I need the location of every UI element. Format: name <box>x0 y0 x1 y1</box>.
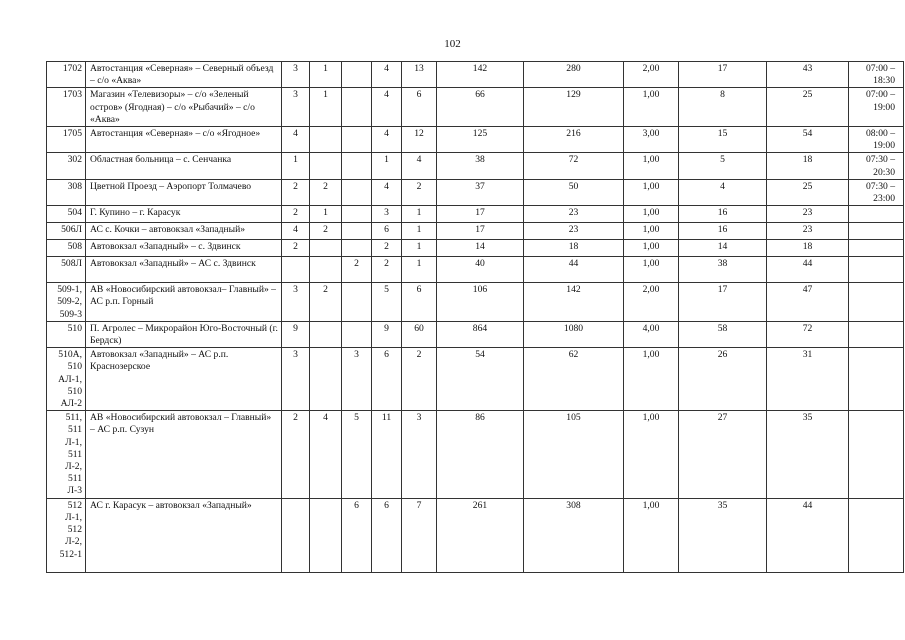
table-row <box>47 240 904 257</box>
table-cell: 27 <box>679 411 767 498</box>
table-cell: 43 <box>767 62 849 88</box>
table-cell: 125 <box>437 127 524 153</box>
table-cell: 72 <box>767 321 849 347</box>
schedule-time-cell <box>849 321 904 347</box>
table-cell: 50 <box>524 179 624 205</box>
table-cell: 5 <box>372 283 402 322</box>
table-cell: 2 <box>282 240 310 257</box>
table-cell: 6 <box>342 498 372 572</box>
table-cell: 13 <box>402 62 437 88</box>
table-cell: 3 <box>402 411 437 498</box>
table-cell: 7 <box>402 498 437 572</box>
table-cell: 35 <box>767 411 849 498</box>
table-cell: 1080 <box>524 321 624 347</box>
table-cell <box>342 179 372 205</box>
table-cell: 4 <box>679 179 767 205</box>
route-number-cell: 508 <box>47 240 86 257</box>
table-cell: 4 <box>282 127 310 153</box>
route-name-cell: Автовокзал «Западный» – АС р.п. Краснозерское <box>86 348 282 411</box>
route-number-cell: 510А, 510 АЛ-1, 510 АЛ-2 <box>47 348 86 411</box>
table-row <box>47 411 904 498</box>
table-cell: 23 <box>524 206 624 223</box>
table-cell: 37 <box>437 179 524 205</box>
table-cell: 2 <box>310 223 342 240</box>
table-cell: 4 <box>372 62 402 88</box>
table-cell: 2 <box>282 179 310 205</box>
route-name-cell: Автостанция «Северная» – с/о «Ягодное» <box>86 127 282 153</box>
table-cell: 16 <box>679 206 767 223</box>
table-cell: 62 <box>524 348 624 411</box>
route-name-cell: Цветной Проезд – Аэропорт Толмачево <box>86 179 282 205</box>
table-cell: 2,00 <box>624 62 679 88</box>
table-cell: 1,00 <box>624 240 679 257</box>
table-cell: 1 <box>310 88 342 127</box>
table-row <box>47 88 904 127</box>
table-cell: 54 <box>437 348 524 411</box>
table-cell: 1,00 <box>624 179 679 205</box>
table-cell: 23 <box>524 223 624 240</box>
table-cell: 66 <box>437 88 524 127</box>
table-cell: 1 <box>402 206 437 223</box>
table-row <box>47 127 904 153</box>
table-cell: 72 <box>524 153 624 179</box>
table-cell: 26 <box>679 348 767 411</box>
table-cell: 8 <box>679 88 767 127</box>
table-cell: 2 <box>402 348 437 411</box>
table-cell: 14 <box>679 240 767 257</box>
table-cell: 2 <box>402 179 437 205</box>
table-row <box>47 62 904 88</box>
route-number-cell: 308 <box>47 179 86 205</box>
table-cell: 15 <box>679 127 767 153</box>
schedule-time-cell: 07:30 – 20:30 <box>849 153 904 179</box>
page-number: 102 <box>444 38 461 50</box>
schedule-time-cell <box>849 223 904 240</box>
table-cell: 9 <box>282 321 310 347</box>
table-cell: 1 <box>310 206 342 223</box>
table-cell: 18 <box>524 240 624 257</box>
schedule-time-cell <box>849 206 904 223</box>
table-cell: 106 <box>437 283 524 322</box>
table-cell: 2 <box>342 257 372 283</box>
route-name-cell: Областная больница – с. Сенчанка <box>86 153 282 179</box>
table-row <box>47 257 904 283</box>
table-cell: 4 <box>372 88 402 127</box>
table-cell: 38 <box>437 153 524 179</box>
table-row <box>47 223 904 240</box>
schedule-time-cell: 07:30 – 23:00 <box>849 179 904 205</box>
table-cell: 9 <box>372 321 402 347</box>
table-cell: 4 <box>372 179 402 205</box>
route-name-cell: АВ «Новосибирский автовокзал– Главный» – АС р.п. Горный <box>86 283 282 322</box>
table-cell: 864 <box>437 321 524 347</box>
table-cell <box>342 127 372 153</box>
table-cell: 105 <box>524 411 624 498</box>
table-row <box>47 283 904 322</box>
route-name-cell: АС г. Карасук – автовокзал «Западный» <box>86 498 282 572</box>
table-cell: 1,00 <box>624 223 679 240</box>
table-cell <box>310 498 342 572</box>
table-cell <box>310 153 342 179</box>
table-cell <box>342 62 372 88</box>
table-cell: 3 <box>372 206 402 223</box>
route-number-cell: 1702 <box>47 62 86 88</box>
route-name-cell: П. Агролес – Микрорайон Юго-Восточный (г. Бердск) <box>86 321 282 347</box>
table-cell <box>310 321 342 347</box>
table-cell: 3 <box>282 88 310 127</box>
route-number-cell: 506Л <box>47 223 86 240</box>
schedule-time-cell <box>849 348 904 411</box>
table-cell: 35 <box>679 498 767 572</box>
table-cell: 17 <box>437 223 524 240</box>
route-number-cell: 302 <box>47 153 86 179</box>
table-cell: 23 <box>767 223 849 240</box>
route-number-cell: 511, 511 Л-1, 511 Л-2, 511 Л-3 <box>47 411 86 498</box>
table-cell: 129 <box>524 88 624 127</box>
table-cell: 54 <box>767 127 849 153</box>
route-number-cell: 508Л <box>47 257 86 283</box>
table-cell: 17 <box>679 283 767 322</box>
table-cell: 16 <box>679 223 767 240</box>
table-cell: 1 <box>402 257 437 283</box>
table-cell: 1 <box>372 153 402 179</box>
table-cell: 2 <box>310 179 342 205</box>
table-body <box>47 62 904 573</box>
table-cell: 58 <box>679 321 767 347</box>
table-cell: 11 <box>372 411 402 498</box>
table-cell: 142 <box>437 62 524 88</box>
table-cell: 4 <box>402 153 437 179</box>
table-cell: 3 <box>282 348 310 411</box>
table-cell <box>342 88 372 127</box>
route-name-cell: АС с. Кочки – автовокзал «Западный» <box>86 223 282 240</box>
table-cell <box>342 321 372 347</box>
table-cell <box>342 153 372 179</box>
table-cell: 44 <box>767 257 849 283</box>
table-cell: 2,00 <box>624 283 679 322</box>
route-number-cell: 1705 <box>47 127 86 153</box>
route-number-cell: 510 <box>47 321 86 347</box>
table-cell: 3 <box>342 348 372 411</box>
table-cell: 1,00 <box>624 88 679 127</box>
table-cell: 142 <box>524 283 624 322</box>
table-cell: 3 <box>282 283 310 322</box>
table-cell: 18 <box>767 240 849 257</box>
table-cell: 38 <box>679 257 767 283</box>
table-cell: 2 <box>372 257 402 283</box>
table-cell: 2 <box>310 283 342 322</box>
table-cell: 1 <box>310 62 342 88</box>
table-cell: 60 <box>402 321 437 347</box>
table-cell: 23 <box>767 206 849 223</box>
table-cell: 1,00 <box>624 348 679 411</box>
route-name-cell: Автовокзал «Западный» – АС с. Здвинск <box>86 257 282 283</box>
table-cell: 4 <box>282 223 310 240</box>
table-cell <box>310 257 342 283</box>
table-cell <box>282 257 310 283</box>
table-cell: 5 <box>679 153 767 179</box>
schedule-time-cell <box>849 411 904 498</box>
schedule-time-cell: 07:00 – 18:30 <box>849 62 904 88</box>
table-cell <box>310 240 342 257</box>
table-cell: 47 <box>767 283 849 322</box>
table-row <box>47 498 904 572</box>
table-cell: 6 <box>372 498 402 572</box>
table-row <box>47 348 904 411</box>
table-cell: 18 <box>767 153 849 179</box>
route-name-cell: АВ «Новосибирский автовокзал – Главный» – АС р.п. Сузун <box>86 411 282 498</box>
route-number-cell: 504 <box>47 206 86 223</box>
table-cell: 216 <box>524 127 624 153</box>
table-cell: 5 <box>342 411 372 498</box>
schedule-time-cell <box>849 257 904 283</box>
schedule-time-cell <box>849 283 904 322</box>
table-cell: 6 <box>372 348 402 411</box>
table-cell: 6 <box>372 223 402 240</box>
route-name-cell: Автостанция «Северная» – Северный объезд – с/о «Аква» <box>86 62 282 88</box>
table-cell: 17 <box>679 62 767 88</box>
schedule-time-cell <box>849 498 904 572</box>
route-name-cell: Г. Купино – г. Карасук <box>86 206 282 223</box>
table-cell: 4,00 <box>624 321 679 347</box>
table-row <box>47 153 904 179</box>
table-cell: 14 <box>437 240 524 257</box>
table-cell <box>282 498 310 572</box>
route-number-cell: 509-1, 509-2, 509-3 <box>47 283 86 322</box>
table-cell <box>310 127 342 153</box>
table-cell: 17 <box>437 206 524 223</box>
table-cell: 6 <box>402 88 437 127</box>
table-row <box>47 321 904 347</box>
table-cell: 1 <box>402 240 437 257</box>
table-cell: 25 <box>767 179 849 205</box>
table-cell: 2 <box>282 206 310 223</box>
route-name-cell: Автовокзал «Западный» – с. Здвинск <box>86 240 282 257</box>
table-cell: 31 <box>767 348 849 411</box>
table-cell: 2 <box>282 411 310 498</box>
table-cell: 1,00 <box>624 206 679 223</box>
table-cell: 44 <box>524 257 624 283</box>
table-cell <box>342 240 372 257</box>
route-schedule-table <box>46 61 904 573</box>
table-cell <box>342 283 372 322</box>
table-cell: 3 <box>282 62 310 88</box>
table-cell: 1,00 <box>624 153 679 179</box>
table-cell: 6 <box>402 283 437 322</box>
table-cell: 1,00 <box>624 411 679 498</box>
table-cell: 86 <box>437 411 524 498</box>
table-cell: 1,00 <box>624 498 679 572</box>
table-cell: 25 <box>767 88 849 127</box>
table-cell: 12 <box>402 127 437 153</box>
schedule-time-cell: 08:00 – 19:00 <box>849 127 904 153</box>
table-cell: 280 <box>524 62 624 88</box>
route-number-cell: 512 Л-1, 512 Л-2, 512-1 <box>47 498 86 572</box>
table-row <box>47 206 904 223</box>
table-cell: 40 <box>437 257 524 283</box>
table-cell <box>342 206 372 223</box>
table-cell: 44 <box>767 498 849 572</box>
table-cell: 1,00 <box>624 257 679 283</box>
table-cell: 261 <box>437 498 524 572</box>
table-cell: 4 <box>310 411 342 498</box>
table-cell: 1 <box>402 223 437 240</box>
table-cell <box>342 223 372 240</box>
table-cell: 4 <box>372 127 402 153</box>
schedule-time-cell <box>849 240 904 257</box>
route-number-cell: 1703 <box>47 88 86 127</box>
table-cell: 2 <box>372 240 402 257</box>
route-name-cell: Магазин «Телевизоры» – с/о «Зеленый остров» (Ягодная) – с/о «Рыбачий» – с/о «Аква» <box>86 88 282 127</box>
table-cell: 1 <box>282 153 310 179</box>
table-row <box>47 179 904 205</box>
table-cell <box>310 348 342 411</box>
table-cell: 308 <box>524 498 624 572</box>
schedule-time-cell: 07:00 – 19:00 <box>849 88 904 127</box>
table-cell: 3,00 <box>624 127 679 153</box>
